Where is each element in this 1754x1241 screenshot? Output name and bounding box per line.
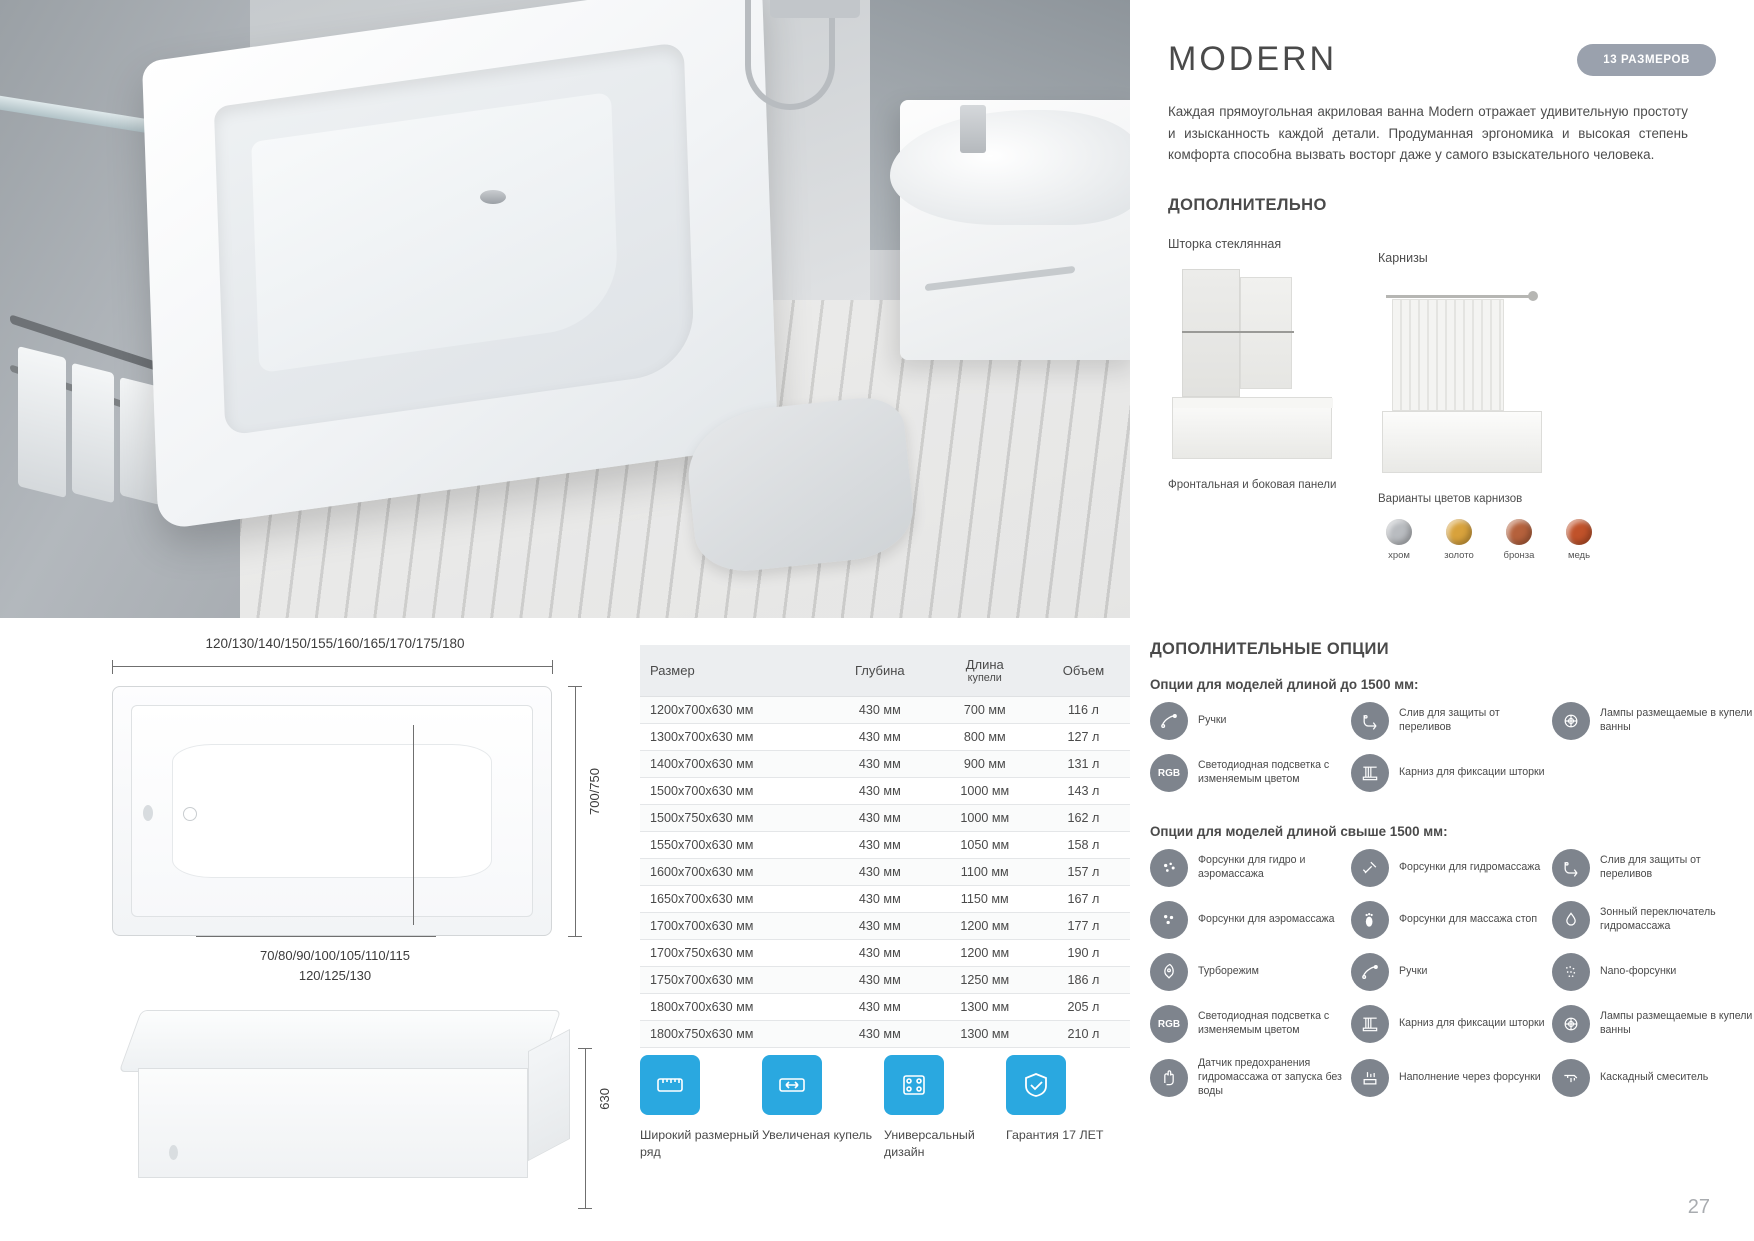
- options-group1-grid: [1150, 702, 1754, 806]
- option-turbo[interactable]: [1150, 953, 1351, 991]
- cell-depth: 430 мм: [827, 805, 933, 832]
- swatch-bronze-label: бронза: [1503, 550, 1535, 562]
- dimension-bottom-label-1: 70/80/90/100/105/110/115: [260, 948, 410, 963]
- dimension-height-tick-bottom: [578, 1208, 592, 1209]
- dimension-right-line: [575, 686, 576, 936]
- dimension-right-tick-top: [568, 686, 582, 687]
- glass-screen-bar: [1182, 331, 1294, 333]
- cell-volume: 205 л: [1037, 994, 1130, 1021]
- photo-bathtub-bowl: [214, 42, 695, 436]
- options-heading: ДОПОЛНИТЕЛЬНЫЕ ОПЦИИ: [1150, 640, 1389, 658]
- column-header-size: Размер: [640, 645, 827, 697]
- cell-volume: 162 л: [1037, 805, 1130, 832]
- table-row: [640, 994, 1130, 1021]
- table-row: [640, 940, 1130, 967]
- table-row: [640, 805, 1130, 832]
- cell-size: 1800х750х630 мм: [640, 1021, 827, 1048]
- column-header-bowl-length-line1: Длина: [965, 657, 1004, 672]
- extras-rods-column: [1378, 251, 1600, 561]
- bathtub-top-bowl: [172, 744, 492, 878]
- cell-volume: 190 л: [1037, 940, 1130, 967]
- feature-badges: [640, 1055, 1130, 1160]
- cell-bowl-length: 800 мм: [933, 724, 1037, 751]
- cell-volume: 186 л: [1037, 967, 1130, 994]
- dimension-top-line: [112, 666, 552, 667]
- extras-curtain-caption: Фронтальная и боковая панели: [1168, 479, 1337, 492]
- option-rgb-light-label: Светодиодная подсветка с изменяемым цветом: [1198, 759, 1330, 785]
- cell-depth: 430 мм: [827, 832, 933, 859]
- cell-depth: 430 мм: [827, 913, 933, 940]
- swatch-copper[interactable]: [1558, 519, 1600, 561]
- table-row: [640, 1021, 1130, 1048]
- swatch-copper-dot: [1566, 519, 1592, 545]
- option-lamps-2[interactable]: [1552, 1005, 1753, 1043]
- dimension-top-tick-left: [112, 660, 113, 674]
- cell-size: 1500х700х630 мм: [640, 778, 827, 805]
- table-header-row: [640, 645, 1130, 697]
- product-intro-panel: [1130, 0, 1754, 618]
- cell-size: 1200х700х630 мм: [640, 697, 827, 724]
- cell-volume: 167 л: [1037, 886, 1130, 913]
- option-aero-jets-label: Форсунки для аэромассажа: [1198, 913, 1335, 926]
- swatch-gold[interactable]: [1438, 519, 1480, 561]
- extras-section: [1168, 237, 1716, 562]
- rgb-badge-text: RGB: [1157, 767, 1181, 779]
- option-dry-run-sensor[interactable]: [1150, 1057, 1351, 1098]
- table-row: [640, 697, 1130, 724]
- cell-size: 1600х700х630 мм: [640, 859, 827, 886]
- fill-through-jets-icon: [1351, 1059, 1389, 1097]
- cell-bowl-length: 1050 мм: [933, 832, 1037, 859]
- rgb-icon: [1150, 1005, 1188, 1043]
- option-hydro-aero-jets[interactable]: [1150, 849, 1351, 887]
- option-cascade-mixer[interactable]: [1552, 1057, 1753, 1098]
- option-fill-through-jets-label: Наполнение через форсунки: [1399, 1070, 1541, 1083]
- option-overflow-drain-2-label: Слив для защиты от переливов: [1600, 854, 1701, 880]
- option-curtain-rail-2-label: Карниз для фиксации шторки: [1399, 1017, 1545, 1030]
- feature-wide-size-range: [640, 1055, 762, 1160]
- arrows-expand-icon: [762, 1055, 822, 1115]
- status-badge: 13 РАЗМЕРОВ: [1577, 44, 1716, 76]
- cell-depth: 430 мм: [827, 697, 933, 724]
- feature-universal-design: [884, 1055, 1006, 1160]
- shower-curtain: [1392, 299, 1504, 411]
- handle-icon: [1150, 702, 1188, 740]
- cell-volume: 131 л: [1037, 751, 1130, 778]
- option-lamps[interactable]: [1552, 702, 1753, 740]
- cell-bowl-length: 1300 мм: [933, 1021, 1037, 1048]
- cell-volume: 157 л: [1037, 859, 1130, 886]
- page-number: 27: [1687, 1196, 1710, 1218]
- dry-run-sensor-icon: [1150, 1059, 1188, 1097]
- hydro-aero-jets-icon: [1150, 849, 1188, 887]
- foot-massage-icon: [1351, 901, 1389, 939]
- swatch-copper-label: медь: [1567, 550, 1591, 562]
- table-row: [640, 913, 1130, 940]
- swatch-bronze-dot: [1506, 519, 1532, 545]
- options-group2-grid: [1150, 849, 1754, 1112]
- curtain-rod: [1386, 295, 1536, 298]
- bathtub-perspective-front-panel: [138, 1068, 528, 1178]
- option-rgb-light-2[interactable]: [1150, 1005, 1351, 1043]
- option-dry-run-sensor-label: Датчик предохранения гидромассажа от запуска без воды: [1198, 1057, 1342, 1097]
- extras-curtain-column: [1168, 237, 1358, 491]
- rgb-badge-text: RGB: [1157, 1018, 1181, 1030]
- option-curtain-rail-2[interactable]: [1351, 1005, 1552, 1043]
- cell-size: 1800х700х630 мм: [640, 994, 827, 1021]
- bathtub-perspective-overflow: [169, 1145, 178, 1160]
- bathtub-top-drain: [183, 807, 197, 821]
- cell-bowl-length: 1200 мм: [933, 940, 1037, 967]
- option-overflow-drain-2[interactable]: [1552, 849, 1753, 887]
- product-description: Каждая прямоугольная акриловая ванна Modern отражает удивительную простоту и изысканность каждой детали. Продуманная эргономика и высокая степень комфорта способна вызвать восторг даже у самого взыскательного человека.: [1168, 104, 1688, 163]
- bathtub-top-view: [112, 686, 552, 936]
- swatch-chrome[interactable]: [1378, 519, 1420, 561]
- option-curtain-rail[interactable]: [1351, 754, 1552, 792]
- option-lamps-2-label: Лампы размещаемые в купели ванны: [1600, 1010, 1753, 1036]
- option-fill-through-jets[interactable]: [1351, 1057, 1552, 1098]
- dimension-right-tick-bottom: [568, 936, 582, 937]
- option-handles-2[interactable]: [1351, 953, 1552, 991]
- cell-size: 1300х700х630 мм: [640, 724, 827, 751]
- cell-bowl-length: 1000 мм: [933, 805, 1037, 832]
- feature-warranty: [1006, 1055, 1128, 1160]
- column-header-bowl-length: [933, 645, 1037, 697]
- cell-depth: 430 мм: [827, 886, 933, 913]
- zone-switch-icon: [1552, 901, 1590, 939]
- option-foot-massage-label: Форсунки для массажа стоп: [1399, 913, 1538, 926]
- option-hydro-aero-jets-label: Форсунки для гидро и аэромассажа: [1198, 854, 1306, 880]
- cell-bowl-length: 1200 мм: [933, 913, 1037, 940]
- cell-volume: 127 л: [1037, 724, 1130, 751]
- ruler-icon: [640, 1055, 700, 1115]
- option-hydro-jets-label: Форсунки для гидромассажа: [1399, 861, 1541, 874]
- option-handles-2-label: Ручки: [1399, 965, 1428, 978]
- dimension-height-label: 630: [597, 1088, 612, 1110]
- cell-size: 1650х700х630 мм: [640, 886, 827, 913]
- additional-options-section: [1150, 640, 1754, 1112]
- dimension-top-label: 120/130/140/150/155/160/165/170/175/180: [205, 636, 465, 651]
- overflow-drain-icon: [1552, 849, 1590, 887]
- dimension-height-tick-top: [578, 1048, 592, 1049]
- rgb-icon: [1150, 754, 1188, 792]
- glass-screen-bath-body: [1172, 397, 1332, 459]
- column-header-volume: Объем: [1037, 645, 1130, 697]
- photo-towel-1: [18, 346, 66, 498]
- photo-bathtub: [142, 0, 778, 530]
- table-row: [640, 886, 1130, 913]
- cascade-mixer-icon: [1552, 1059, 1590, 1097]
- cell-volume: 177 л: [1037, 913, 1130, 940]
- bathtub-perspective-side-panel: [528, 1029, 570, 1161]
- extras-rods-caption: Варианты цветов карнизов: [1378, 493, 1523, 506]
- table-row: [640, 778, 1130, 805]
- curtain-rod-end-cap: [1528, 291, 1538, 301]
- page-title: MODERN: [1168, 40, 1338, 78]
- bathtub-perspective-view: [130, 1010, 570, 1200]
- curtain-rod-illustration: [1378, 283, 1568, 483]
- photo-bathtub-bowl-floor: [251, 92, 619, 373]
- swatch-bronze[interactable]: [1498, 519, 1540, 561]
- cell-bowl-length: 900 мм: [933, 751, 1037, 778]
- column-header-bowl-length-line2: купели: [967, 672, 1002, 684]
- table-row: [640, 859, 1130, 886]
- feature-universal-design-label: Универсальный дизайн: [884, 1128, 975, 1159]
- dimension-bottom-label-2: 120/125/130: [298, 968, 372, 983]
- frame-icon: [884, 1055, 944, 1115]
- cell-volume: 210 л: [1037, 1021, 1130, 1048]
- bathtub-top-overflow: [143, 805, 153, 821]
- cell-depth: 430 мм: [827, 994, 933, 1021]
- option-hydro-jets[interactable]: [1351, 849, 1552, 887]
- option-foot-massage[interactable]: [1351, 901, 1552, 939]
- table-row: [640, 724, 1130, 751]
- lamp-icon: [1552, 702, 1590, 740]
- glass-panel-fixed: [1182, 269, 1240, 397]
- option-zone-switch-label: Зонный переключатель гидромассажа: [1600, 906, 1716, 932]
- cell-volume: 143 л: [1037, 778, 1130, 805]
- feature-larger-bowl-label: Увеличеная купель: [762, 1128, 873, 1142]
- swatch-chrome-label: хром: [1388, 550, 1410, 562]
- option-turbo-label: Турборежим: [1198, 965, 1259, 978]
- product-photo: [0, 0, 1130, 618]
- photo-toothbrush-cup: [960, 105, 986, 153]
- cell-volume: 158 л: [1037, 832, 1130, 859]
- dimension-bottom-line: [196, 936, 436, 937]
- cell-bowl-length: 1000 мм: [933, 778, 1037, 805]
- table-body: [640, 697, 1130, 1048]
- cell-bowl-length: 1100 мм: [933, 859, 1037, 886]
- turbo-icon: [1150, 953, 1188, 991]
- cell-depth: 430 мм: [827, 724, 933, 751]
- curtain-rod-bath-body: [1382, 411, 1542, 473]
- nano-jets-icon: [1552, 953, 1590, 991]
- option-rgb-light-2-label: Светодиодная подсветка с изменяемым цветом: [1198, 1010, 1330, 1036]
- cell-bowl-length: 700 мм: [933, 697, 1037, 724]
- option-zone-switch[interactable]: [1552, 901, 1753, 939]
- cell-bowl-length: 1300 мм: [933, 994, 1037, 1021]
- cell-size: 1700х700х630 мм: [640, 913, 827, 940]
- glass-screen-illustration: [1168, 269, 1358, 469]
- options-group2-title: Опции для моделей длиной свыше 1500 мм:: [1150, 824, 1448, 839]
- option-aero-jets[interactable]: [1150, 901, 1351, 939]
- options-group1-title: Опции для моделей длиной до 1500 мм:: [1150, 677, 1419, 692]
- table-row: [640, 751, 1130, 778]
- cell-size: 1400х700х630 мм: [640, 751, 827, 778]
- cell-volume: 116 л: [1037, 697, 1130, 724]
- technical-drawings: [0, 618, 620, 1241]
- dimension-top-tick-right: [552, 660, 553, 674]
- cell-depth: 430 мм: [827, 967, 933, 994]
- curtain-rail-icon: [1351, 1005, 1389, 1043]
- dimension-height-line: [585, 1048, 586, 1208]
- cell-size: 1500х750х630 мм: [640, 805, 827, 832]
- lamp-icon: [1552, 1005, 1590, 1043]
- handle-icon: [1351, 953, 1389, 991]
- cell-depth: 430 мм: [827, 751, 933, 778]
- cell-size: 1700х750х630 мм: [640, 940, 827, 967]
- specifications-table: [640, 645, 1130, 1048]
- option-nano-jets[interactable]: [1552, 953, 1753, 991]
- cell-depth: 430 мм: [827, 778, 933, 805]
- feature-wide-size-range-label: Широкий размерный ряд: [640, 1128, 760, 1159]
- photo-shower-head: [770, 0, 860, 18]
- cell-size: 1750х700х630 мм: [640, 967, 827, 994]
- option-rgb-light[interactable]: [1150, 754, 1351, 792]
- specifications-table-wrapper: [640, 645, 1130, 1048]
- curtain-rail-icon: [1351, 754, 1389, 792]
- glass-panel-swing: [1240, 277, 1292, 389]
- extras-rods-label: Карнизы: [1378, 251, 1428, 266]
- extras-heading: ДОПОЛНИТЕЛЬНО: [1168, 196, 1327, 215]
- swatch-chrome-dot: [1386, 519, 1412, 545]
- option-overflow-drain-label: Слив для защиты от переливов: [1399, 707, 1500, 733]
- option-lamps-label: Лампы размещаемые в купели ванны: [1600, 707, 1753, 733]
- dimension-right-label: 700/750: [587, 768, 602, 815]
- swatch-gold-dot: [1446, 519, 1472, 545]
- swatch-gold-label: золото: [1444, 550, 1474, 562]
- cell-depth: 430 мм: [827, 859, 933, 886]
- bathtub-perspective-rim: [119, 1010, 562, 1072]
- photo-drain: [480, 190, 506, 204]
- option-handles[interactable]: [1150, 702, 1351, 740]
- cell-size: 1550х700х630 мм: [640, 832, 827, 859]
- feature-warranty-label: Гарантия 17 ЛЕТ: [1006, 1128, 1104, 1142]
- option-handles-label: Ручки: [1198, 714, 1227, 727]
- option-cascade-mixer-label: Каскадный смеситель: [1600, 1070, 1709, 1083]
- photo-towel-2: [72, 363, 114, 503]
- shield-check-icon: [1006, 1055, 1066, 1115]
- option-nano-jets-label: Nano-форсунки: [1600, 965, 1677, 978]
- table-row: [640, 967, 1130, 994]
- cell-depth: 430 мм: [827, 1021, 933, 1048]
- cell-depth: 430 мм: [827, 940, 933, 967]
- option-overflow-drain[interactable]: [1351, 702, 1552, 740]
- overflow-drain-icon: [1351, 702, 1389, 740]
- rod-color-swatches: [1378, 519, 1600, 561]
- cell-bowl-length: 1150 мм: [933, 886, 1037, 913]
- feature-larger-bowl: [762, 1055, 884, 1160]
- hydro-jets-icon: [1351, 849, 1389, 887]
- column-header-depth: Глубина: [827, 645, 933, 697]
- extras-curtain-label: Шторка стеклянная: [1168, 237, 1282, 252]
- option-curtain-rail-label: Карниз для фиксации шторки: [1399, 766, 1545, 779]
- cell-bowl-length: 1250 мм: [933, 967, 1037, 994]
- table-row: [640, 832, 1130, 859]
- dimension-inner-line: [413, 725, 414, 925]
- aero-jets-icon: [1150, 901, 1188, 939]
